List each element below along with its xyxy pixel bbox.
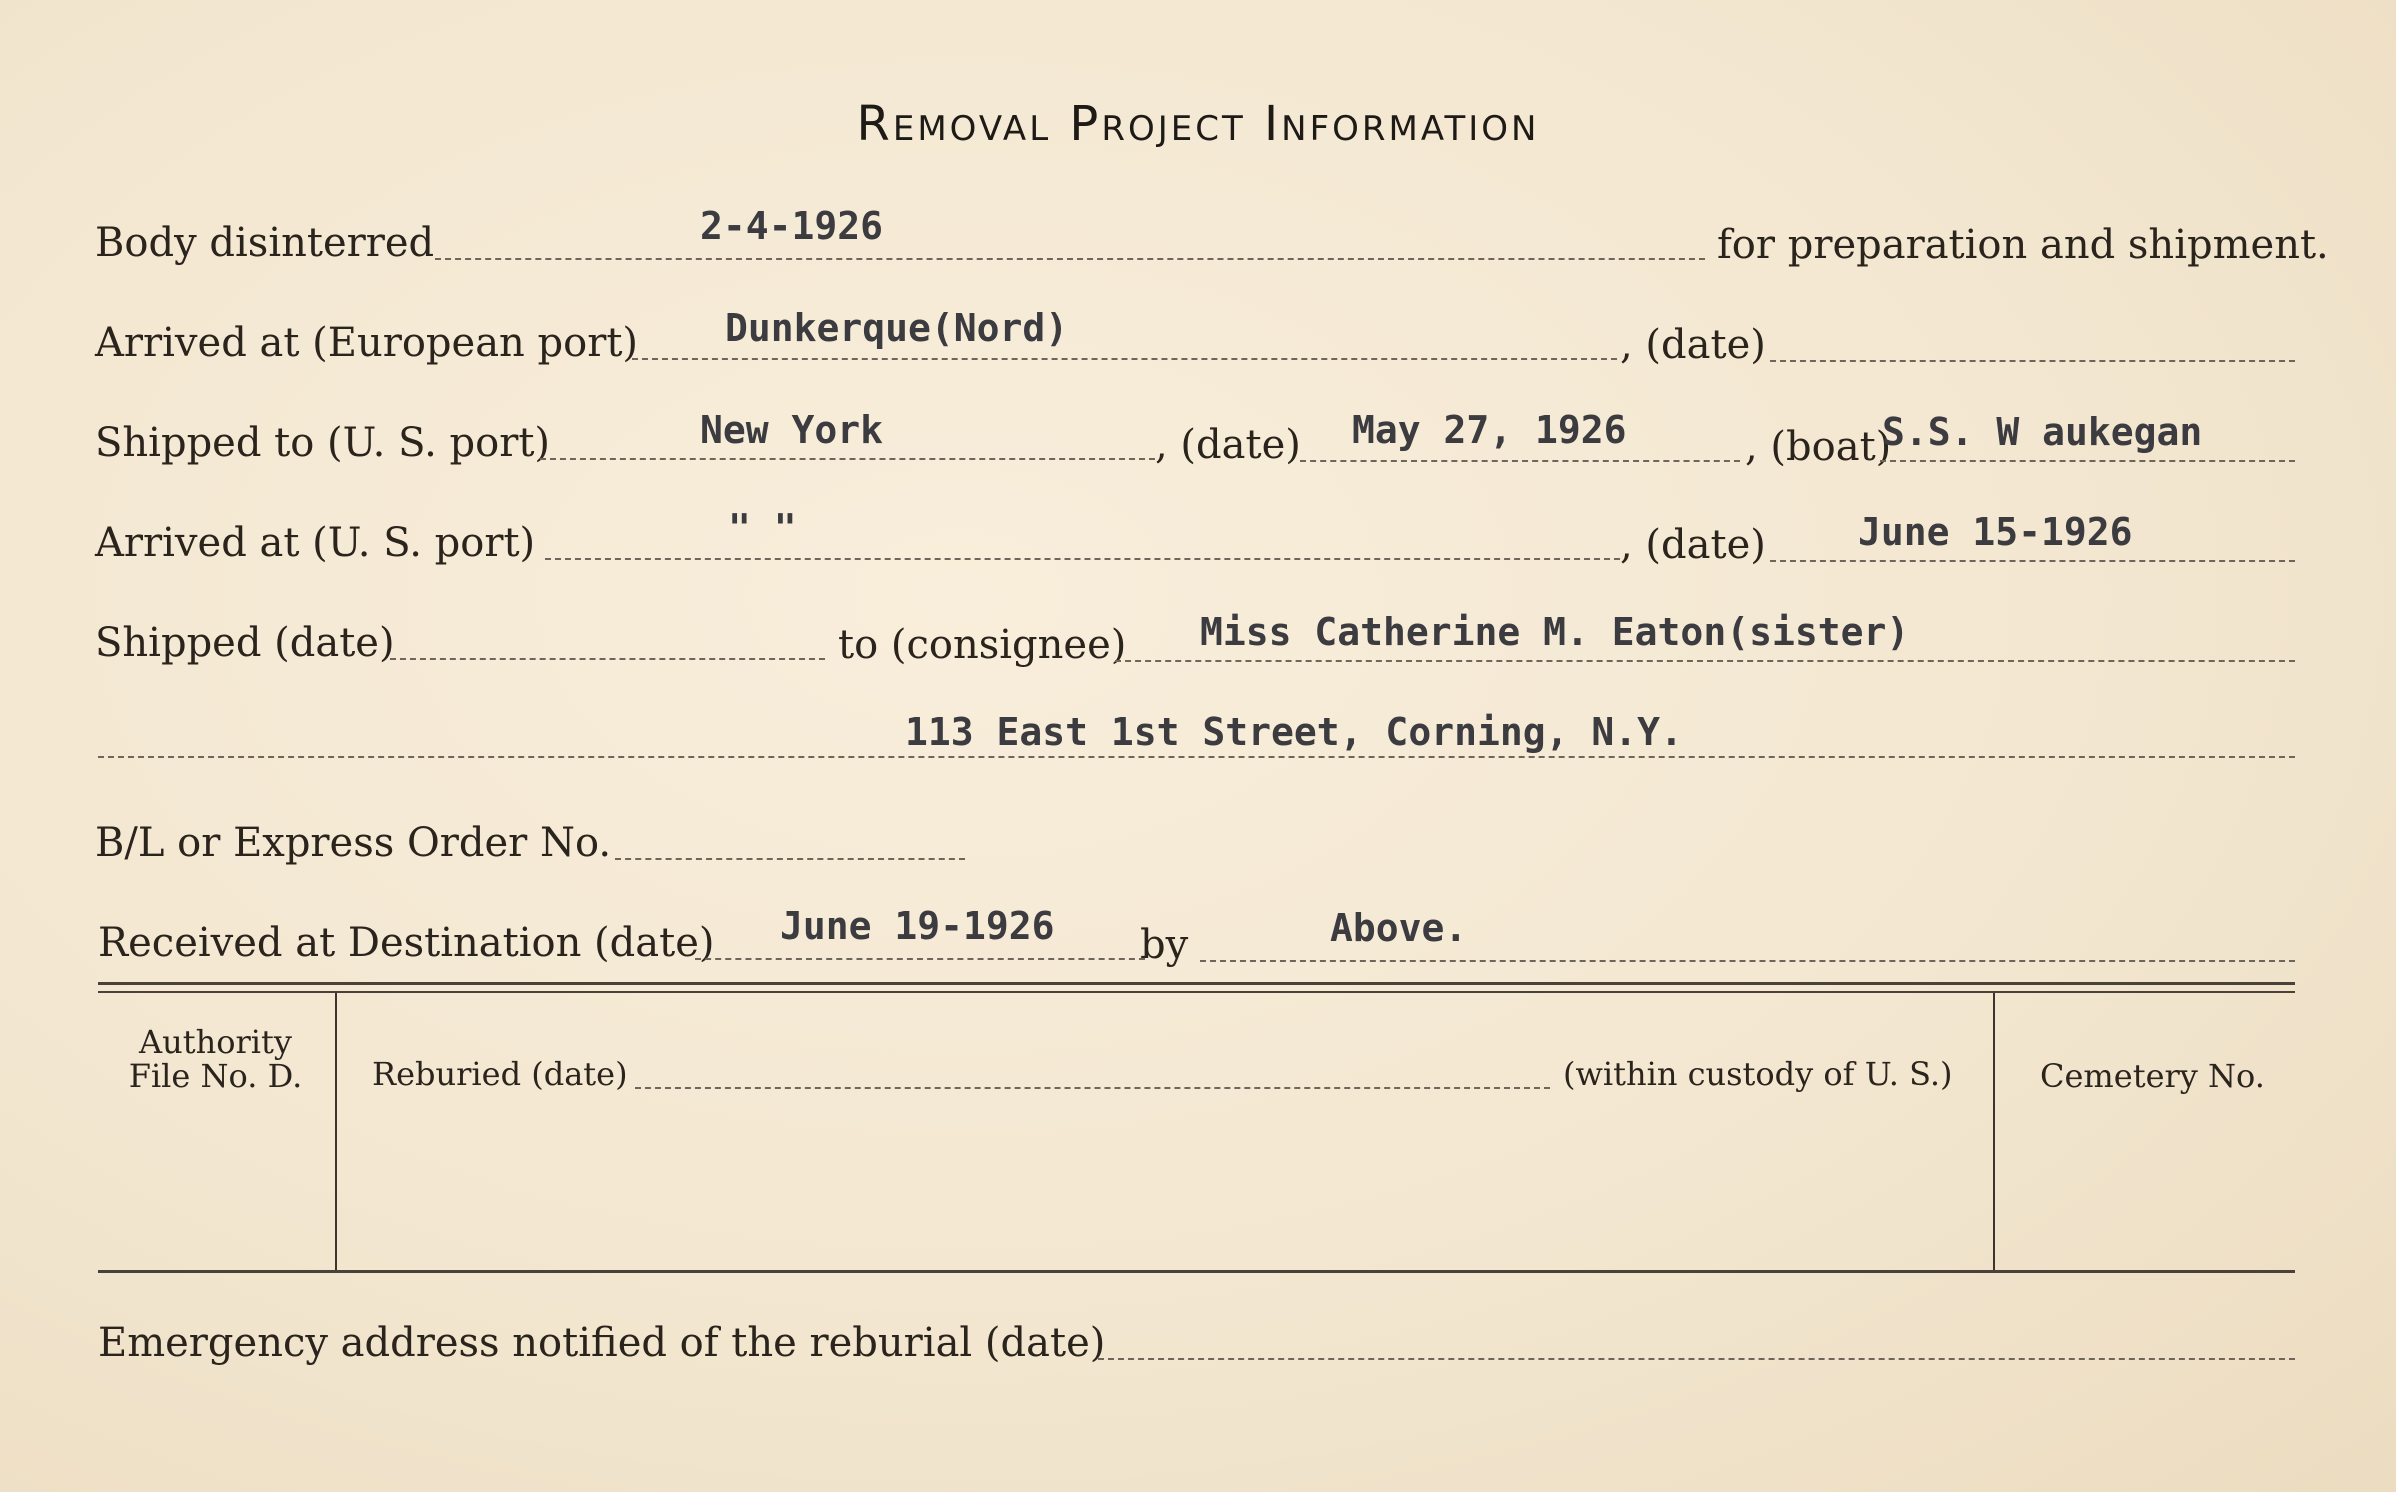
received-destination-line <box>695 958 1145 960</box>
shipped-to-us-port-label: Shipped to (U. S. port) <box>95 420 550 466</box>
consignee-label: to (consignee) <box>838 622 1127 668</box>
body-disinterred-label: Body disinterred <box>95 220 435 266</box>
emergency-address-line <box>1098 1358 2295 1360</box>
card-title: Removal Project Information <box>856 96 1540 152</box>
arrived-us-port-value: " " <box>728 506 797 550</box>
custody-label: (within custody of U. S.) <box>1563 1055 1953 1093</box>
arrived-european-port-label: Arrived at (European port) <box>95 320 639 366</box>
body-disinterred-value: 2-4-1926 <box>700 204 884 248</box>
authority-file-label: Authority File No. D. <box>128 1023 303 1095</box>
arrived-us-date-value: June 15-1926 <box>1858 510 2133 554</box>
arrived-european-date-label: , (date) <box>1620 322 1766 368</box>
consignee-line <box>1115 660 2295 662</box>
shipped-to-boat-label: , (boat) <box>1745 424 1892 470</box>
arrived-us-date-label: , (date) <box>1620 522 1766 568</box>
cemetery-no-label: Cemetery No. <box>2040 1057 2265 1095</box>
received-by-line <box>1200 960 2295 962</box>
reburied-date-label: Reburied (date) <box>372 1055 628 1093</box>
consignee-value: Miss Catherine M. Eaton(sister) <box>1200 610 1910 654</box>
shipped-date-line <box>390 658 825 660</box>
bl-order-label: B/L or Express Order No. <box>95 820 612 866</box>
arrived-european-port-value: Dunkerque(Nord) <box>725 306 1069 350</box>
body-disinterred-line <box>435 258 1705 260</box>
table-top-rule-double <box>98 991 2295 993</box>
address-line <box>98 756 2295 758</box>
shipped-to-boat-line <box>1880 460 2295 462</box>
shipped-to-date-label: , (date) <box>1155 422 1301 468</box>
received-by-value: Above. <box>1330 906 1468 950</box>
received-destination-value: June 19-1926 <box>780 904 1055 948</box>
arrived-us-date-line <box>1770 560 2295 562</box>
table-divider-left <box>335 993 337 1270</box>
shipped-to-us-port-line <box>540 458 1155 460</box>
table-divider-right <box>1993 993 1995 1270</box>
table-bottom-rule <box>98 1270 2295 1273</box>
emergency-address-label: Emergency address notified of the reburial (date) <box>98 1320 1106 1366</box>
arrived-european-date-line <box>1770 360 2295 362</box>
arrived-european-port-line <box>632 358 1617 360</box>
shipped-to-us-port-value: New York <box>700 408 884 452</box>
shipped-to-date-line <box>1300 460 1740 462</box>
preparation-shipment-text: for preparation and shipment. <box>1717 222 2329 268</box>
consignee-address-value: 113 East 1st Street, Corning, N.Y. <box>905 710 1683 754</box>
arrived-us-port-line <box>545 558 1620 560</box>
shipped-date-label: Shipped (date) <box>95 620 395 666</box>
received-destination-label: Received at Destination (date) <box>98 920 715 966</box>
arrived-us-port-label: Arrived at (U. S. port) <box>95 520 536 566</box>
bl-order-line <box>615 858 965 860</box>
reburied-date-line <box>635 1087 1550 1089</box>
table-top-rule <box>98 982 2295 985</box>
shipped-to-date-value: May 27, 1926 <box>1352 408 1627 452</box>
received-by-label: by <box>1140 922 1189 968</box>
shipped-to-boat-value: S.S. W aukegan <box>1882 410 2203 454</box>
